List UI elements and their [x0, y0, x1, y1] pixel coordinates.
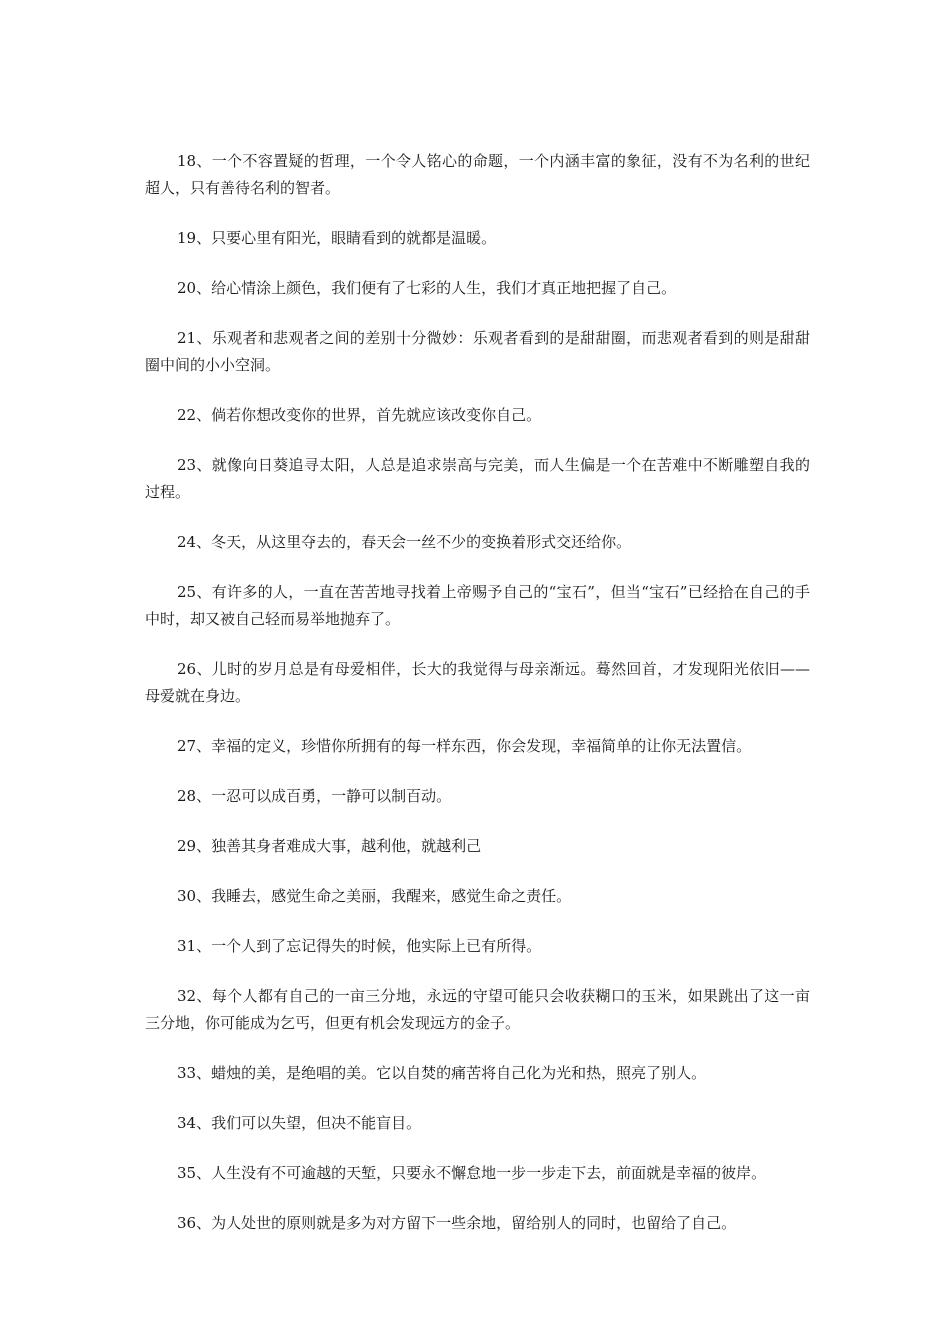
quote-paragraph-36: 36、为人处世的原则就是多为对方留下一些余地，留给别人的同时，也留给了自己。 — [177, 1214, 737, 1232]
quote-paragraph-20: 20、给心情涂上颜色，我们便有了七彩的人生，我们才真正地把握了自己。 — [177, 279, 677, 297]
quote-paragraph-35: 35、人生没有不可逾越的天堑，只要永不懈怠地一步一步走下去，前面就是幸福的彼岸。 — [177, 1164, 767, 1182]
quote-paragraph-28: 28、一忍可以成百勇，一静可以制百动。 — [177, 787, 452, 805]
quote-paragraph-32: 32、每个人都有自己的一亩三分地，永远的守望可能只会收获糊口的玉米，如果跳出了这一亩三分地，你可能成为乞丐，但更有机会发现远方的金子。 — [145, 987, 810, 1032]
quote-paragraph-31: 31、一个人到了忘记得失的时候，他实际上已有所得。 — [177, 937, 542, 955]
quote-paragraph-25: 25、有许多的人，一直在苦苦地寻找着上帝赐予自己的“宝石”，但当“宝石”已经拾在自己的手中时，却又被自己轻而易举地抛弃了。 — [145, 583, 810, 628]
quote-paragraph-24: 24、冬天，从这里夺去的，春天会一丝不少的变换着形式交还给你。 — [177, 533, 632, 551]
quote-paragraph-30: 30、我睡去，感觉生命之美丽，我醒来，感觉生命之责任。 — [177, 887, 572, 905]
document-body — [145, 148, 810, 1260]
quote-paragraph-33: 33、蜡烛的美，是绝唱的美。它以自焚的痛苦将自己化为光和热，照亮了别人。 — [177, 1064, 707, 1082]
quote-paragraph-22: 22、倘若你想改变你的世界，首先就应该改变你自己。 — [177, 406, 542, 424]
quote-paragraph-26: 26、儿时的岁月总是有母爱相伴，长大的我觉得与母亲渐远。蓦然回首，才发现阳光依旧——母爱就在身边。 — [145, 660, 810, 705]
quote-paragraph-23: 23、就像向日葵追寻太阳，人总是追求崇高与完美，而人生偏是一个在苦难中不断雕塑自我的过程。 — [145, 456, 810, 501]
quote-paragraph-19: 19、只要心里有阳光，眼睛看到的就都是温暖。 — [177, 229, 497, 247]
quote-paragraph-21: 21、乐观者和悲观者之间的差别十分微妙：乐观者看到的是甜甜圈，而悲观者看到的则是甜甜圈中间的小小空洞。 — [145, 329, 810, 374]
quote-paragraph-18: 18、一个不容置疑的哲理，一个令人铭心的命题，一个内涵丰富的象征，没有不为名利的世纪超人，只有善待名利的智者。 — [145, 152, 810, 197]
quote-paragraph-29: 29、独善其身者难成大事，越利他，就越利己 — [177, 837, 482, 855]
quote-paragraph-27: 27、幸福的定义，珍惜你所拥有的每一样东西，你会发现，幸福简单的让你无法置信。 — [177, 737, 752, 755]
quote-paragraph-34: 34、我们可以失望，但决不能盲目。 — [177, 1114, 422, 1132]
